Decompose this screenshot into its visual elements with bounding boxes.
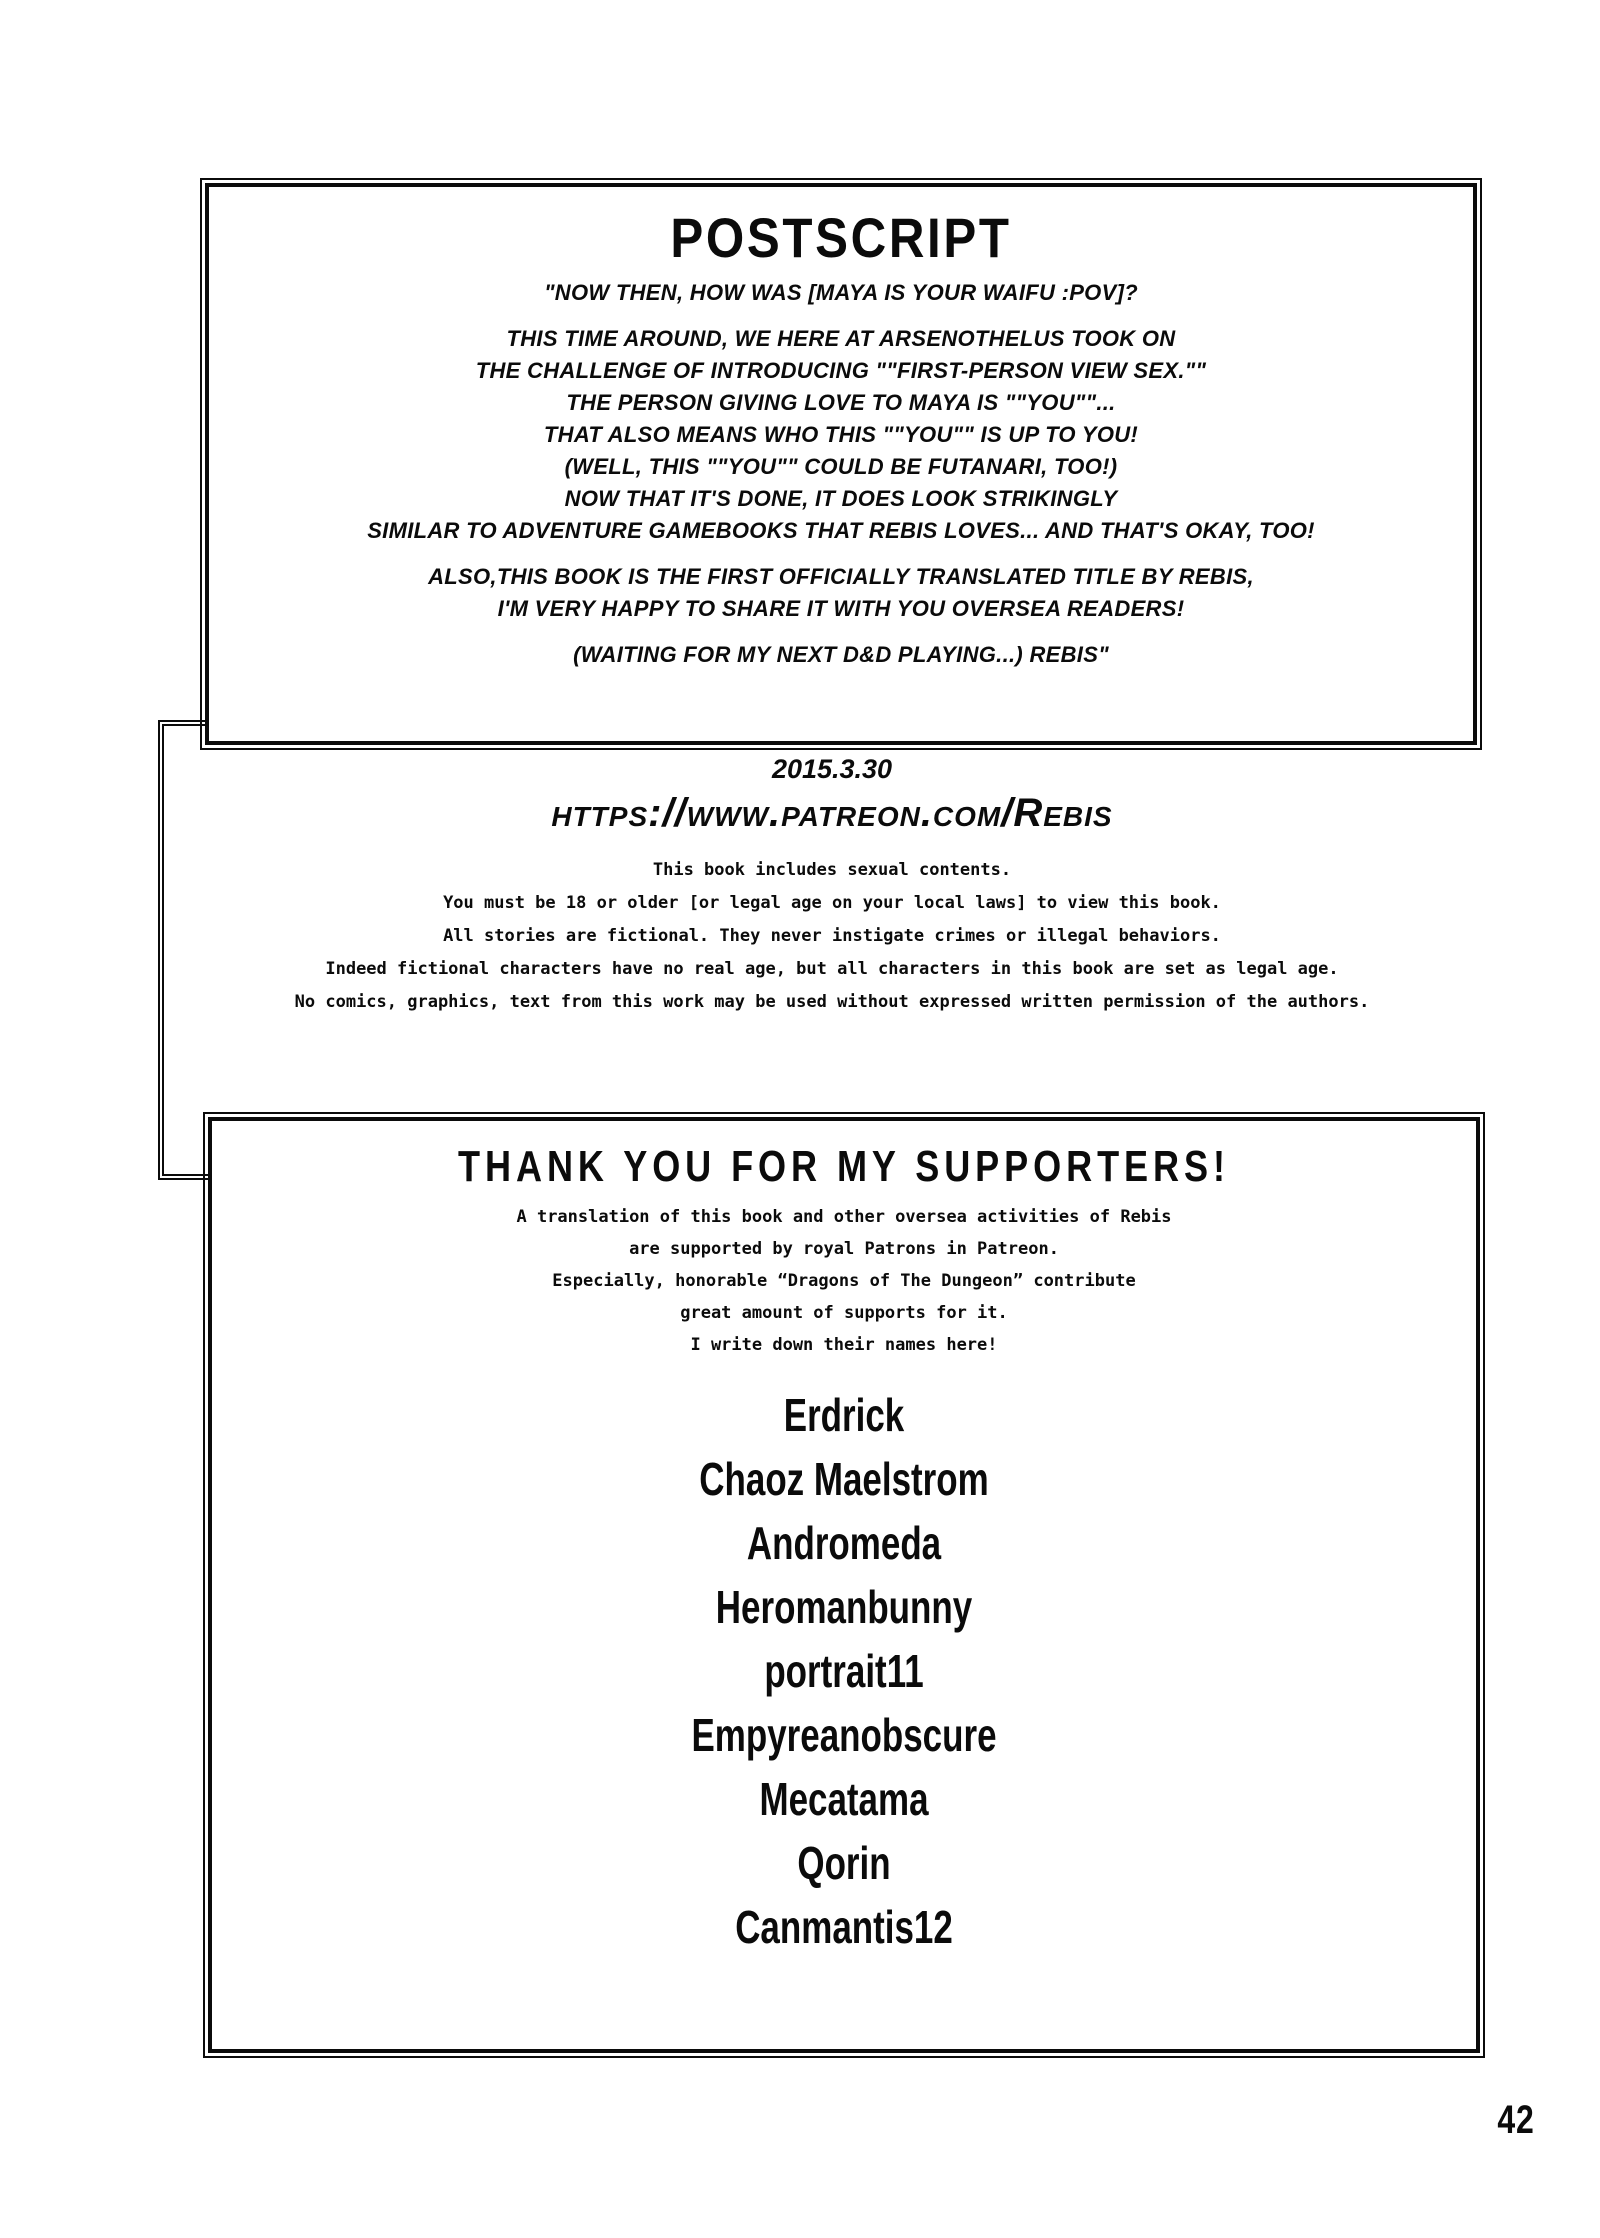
postscript-panel: [205, 183, 1477, 745]
supporter-name: Chaoz Maelstrom: [699, 1453, 989, 1505]
supporters-intro-line: A translation of this book and other oversea activities of Rebis: [516, 1207, 1172, 1227]
supporters-intro: [212, 1201, 1476, 1361]
supporters-intro-line: I write down their names here!: [690, 1335, 998, 1355]
supporter-name: Empyreanobscure: [691, 1709, 997, 1761]
publication-date: 2015.3.30: [771, 754, 893, 784]
supporter-name: Erdrick: [783, 1389, 905, 1441]
postscript-line: [209, 625, 1473, 639]
supporters-intro-line: are supported by royal Patrons in Patreon.: [629, 1239, 1059, 1259]
supporter-name: Qorin: [797, 1837, 891, 1889]
supporters-intro-line: great amount of supports for it.: [680, 1303, 1008, 1323]
disclaimer-text: [170, 854, 1494, 1019]
postscript-line: THAT ALSO MEANS WHO THIS ""YOU"" IS UP TO YOU!: [543, 422, 1139, 447]
disclaimer-line: No comics, graphics, text from this work may be used without expressed written permission of the authors.: [294, 992, 1370, 1012]
colophon: [170, 752, 1494, 1019]
postscript-line: [209, 547, 1473, 561]
patreon-url: https://www.patreon.com/Rebis: [551, 791, 1113, 835]
postscript-line: THE PERSON GIVING LOVE TO MAYA IS ""YOU""...: [566, 390, 1116, 415]
postscript-line: THIS TIME AROUND, WE HERE AT ARSENOTHELUS TOOK ON: [506, 326, 1176, 351]
disclaimer-line: Indeed fictional characters have no real age, but all characters in this book are set as legal age.: [325, 959, 1339, 979]
page-number: 42: [1497, 2098, 1535, 2142]
supporter-name: Mecatama: [759, 1773, 929, 1825]
supporters-intro-line: Especially, honorable “Dragons of The Dungeon” contribute: [552, 1271, 1136, 1291]
supporter-name: portrait11: [764, 1645, 924, 1697]
postscript-line: (WAITING FOR MY NEXT D&D PLAYING...) REBIS": [573, 642, 1109, 667]
disclaimer-line: You must be 18 or older [or legal age on your local laws] to view this book.: [443, 893, 1221, 913]
supporter-name: Heromanbunny: [715, 1581, 973, 1633]
disclaimer-line: This book includes sexual contents.: [652, 860, 1012, 880]
postscript-line: "NOW THEN, HOW WAS [MAYA IS YOUR WAIFU :POV]?: [544, 280, 1138, 305]
supporter-name: Canmantis12: [735, 1901, 953, 1953]
postscript-line: THE CHALLENGE OF INTRODUCING ""FIRST-PERSON VIEW SEX."": [475, 358, 1207, 383]
supporters-panel: [208, 1117, 1480, 2053]
postscript-line: I'M VERY HAPPY TO SHARE IT WITH YOU OVERSEA READERS!: [497, 596, 1185, 621]
postscript-line: (WELL, THIS ""YOU"" COULD BE FUTANARI, TOO!): [564, 454, 1118, 479]
postscript-line: ALSO,THIS BOOK IS THE FIRST OFFICIALLY TRANSLATED TITLE BY REBIS,: [428, 564, 1254, 589]
supporter-names: [212, 1383, 1476, 1959]
postscript-line: NOW THAT IT'S DONE, IT DOES LOOK STRIKINGLY: [564, 486, 1118, 511]
supporter-name: Andromeda: [746, 1517, 942, 1569]
postscript-title: POSTSCRIPT: [670, 206, 1012, 269]
postscript-text: [209, 277, 1473, 671]
postscript-line: SIMILAR TO ADVENTURE GAMEBOOKS THAT REBIS LOVES... AND THAT'S OKAY, TOO!: [367, 518, 1315, 543]
postscript-line: [209, 309, 1473, 323]
supporters-title: THANK YOU FOR MY SUPPORTERS!: [458, 1142, 1230, 1191]
disclaimer-line: All stories are fictional. They never instigate crimes or illegal behaviors.: [443, 926, 1221, 946]
